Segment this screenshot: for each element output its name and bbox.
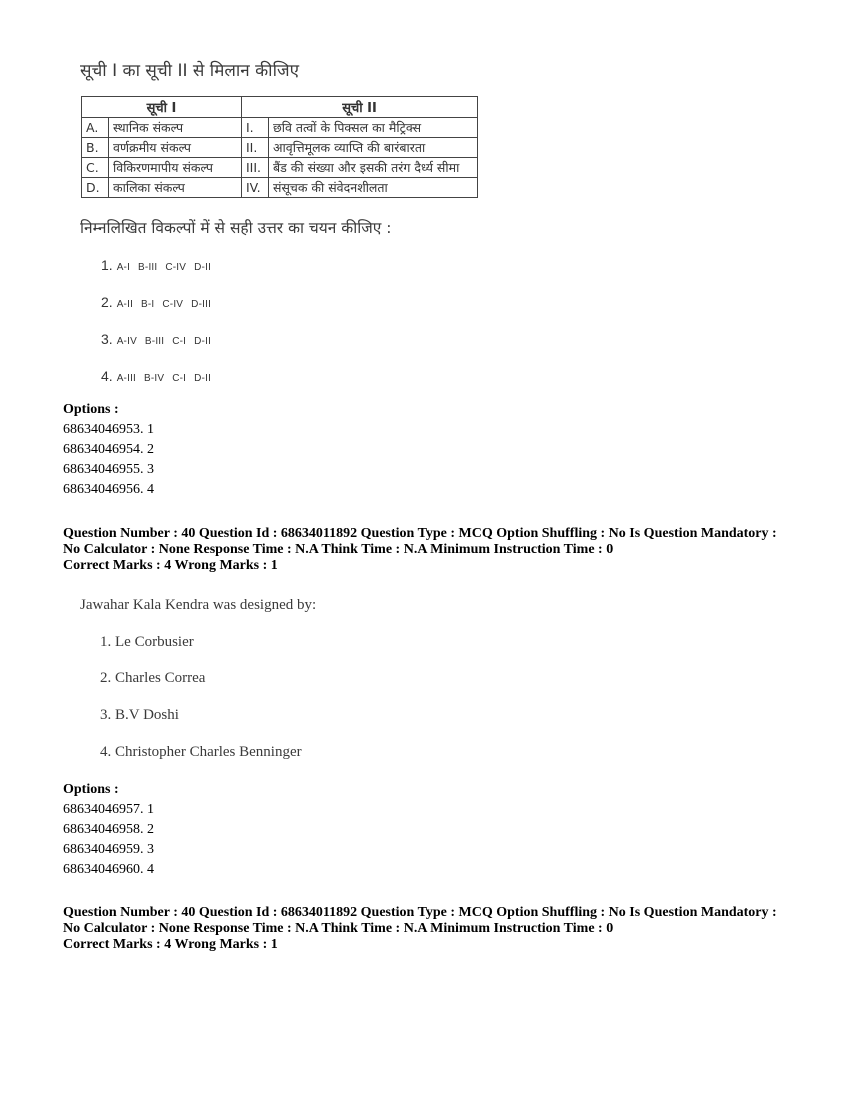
q2-choice-4: 4. Christopher Charles Benninger xyxy=(100,744,302,760)
row-numeral: I. xyxy=(242,118,269,138)
choice-number: 4. xyxy=(101,368,113,384)
q1-option-id-4: 68634046956. 4 xyxy=(63,482,154,497)
row-item-list-2: बैंड की संख्या और इसकी तरंग दैर्ध्य सीमा xyxy=(269,158,478,178)
row-item-list-1: विकिरणमापीय संकल्प xyxy=(109,158,242,178)
question-meta-1 xyxy=(63,526,803,574)
choice-text: A-III B-IV C-I D-II xyxy=(116,373,212,384)
q1-prompt: निम्नलिखित विकल्पों में से सही उत्तर का चयन कीजिए : xyxy=(80,219,392,237)
table-row xyxy=(82,178,478,198)
meta-line-1: Question Number : 40 Question Id : 68634011892 Question Type : MCQ Option Shuffling : No Is Question Mandatory : xyxy=(63,526,777,541)
list-1-header: सूची I xyxy=(82,97,242,118)
q1-choice-3 xyxy=(101,331,211,349)
choice-number: 3. xyxy=(101,331,113,347)
q1-option-id-1: 68634046953. 1 xyxy=(63,422,154,437)
row-numeral: III. xyxy=(242,158,269,178)
row-item-list-2: छवि तत्वों के पिक्सल का मैट्रिक्स xyxy=(269,118,478,138)
q2-options-label: Options : xyxy=(63,782,119,797)
meta-marks: Correct Marks : 4 Wrong Marks : 1 xyxy=(63,558,278,573)
meta-line-1: Question Number : 40 Question Id : 68634011892 Question Type : MCQ Option Shuffling : No Is Question Mandatory : xyxy=(63,905,777,920)
row-item-list-1: स्थानिक संकल्प xyxy=(109,118,242,138)
q1-choice-4 xyxy=(101,368,211,386)
row-letter: C. xyxy=(82,158,109,178)
choice-number: 2. xyxy=(101,294,113,310)
q2-option-id-4: 68634046960. 4 xyxy=(63,862,154,877)
choice-text: A-II B-I C-IV D-III xyxy=(116,299,212,310)
list-2-header: सूची II xyxy=(242,97,478,118)
q1-instruction: सूची I का सूची II से मिलान कीजिए xyxy=(80,61,300,81)
row-item-list-1: वर्णक्रमीय संकल्प xyxy=(109,138,242,158)
q2-choice-1: 1. Le Corbusier xyxy=(100,634,194,650)
table-row xyxy=(82,158,478,178)
q2-option-id-1: 68634046957. 1 xyxy=(63,802,154,817)
match-table-header-row xyxy=(82,97,478,118)
q1-option-id-2: 68634046954. 2 xyxy=(63,442,154,457)
choice-number: 1. xyxy=(101,257,113,273)
choice-text: A-IV B-III C-I D-II xyxy=(116,336,212,347)
q1-option-id-3: 68634046955. 3 xyxy=(63,462,154,477)
q2-option-id-2: 68634046958. 2 xyxy=(63,822,154,837)
q1-options-label: Options : xyxy=(63,402,119,417)
q1-choice-2 xyxy=(101,294,211,312)
row-numeral: IV. xyxy=(242,178,269,198)
meta-marks: Correct Marks : 4 Wrong Marks : 1 xyxy=(63,937,278,952)
row-letter: B. xyxy=(82,138,109,158)
q2-option-id-3: 68634046959. 3 xyxy=(63,842,154,857)
meta-line-2: No Calculator : None Response Time : N.A Think Time : N.A Minimum Instruction Time : 0 xyxy=(63,921,614,936)
table-row xyxy=(82,138,478,158)
q2-choice-2: 2. Charles Correa xyxy=(100,670,206,686)
q1-choice-1 xyxy=(101,257,211,275)
row-item-list-2: आवृत्तिमूलक व्याप्ति की बारंबारता xyxy=(269,138,478,158)
table-row xyxy=(82,118,478,138)
row-numeral: II. xyxy=(242,138,269,158)
match-table xyxy=(81,96,478,198)
row-item-list-1: कालिका संकल्प xyxy=(109,178,242,198)
question-meta-2 xyxy=(63,905,803,953)
row-item-list-2: संसूचक की संवेदनशीलता xyxy=(269,178,478,198)
meta-line-2: No Calculator : None Response Time : N.A Think Time : N.A Minimum Instruction Time : 0 xyxy=(63,542,614,557)
row-letter: D. xyxy=(82,178,109,198)
choice-text: A-I B-III C-IV D-II xyxy=(116,262,212,273)
q2-choice-3: 3. B.V Doshi xyxy=(100,707,179,723)
row-letter: A. xyxy=(82,118,109,138)
q2-question: Jawahar Kala Kendra was designed by: xyxy=(80,597,317,613)
